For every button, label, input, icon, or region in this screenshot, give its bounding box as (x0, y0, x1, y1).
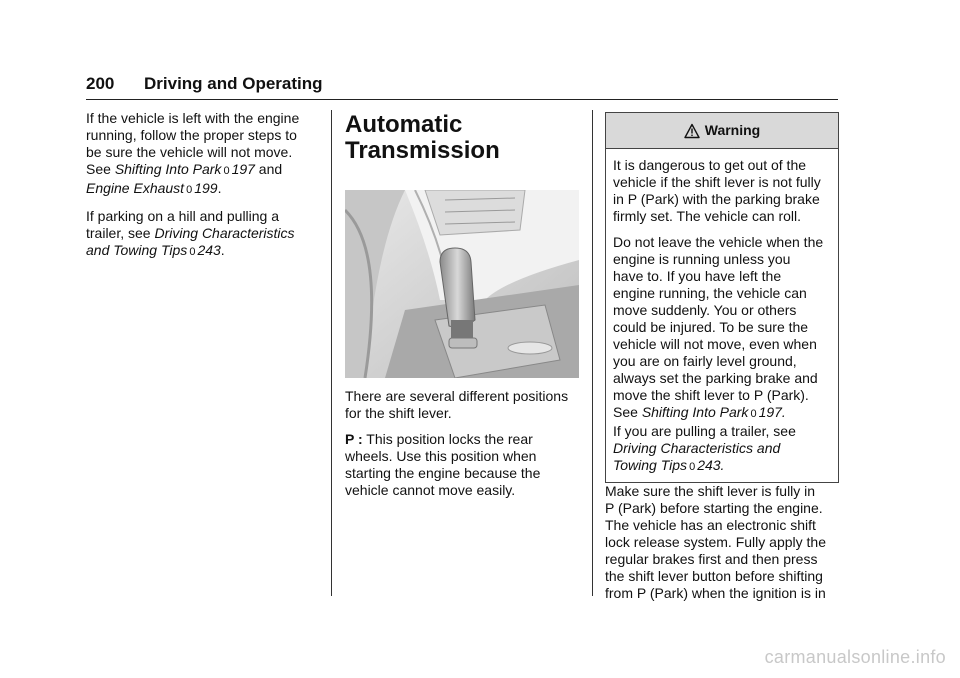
text-line: If you are pulling a trailer, see (613, 423, 796, 439)
page-ref-197[interactable]: 197 (231, 161, 255, 177)
text-line (86, 180, 318, 199)
heading-line: Automatic (345, 111, 463, 138)
warning-paragraph-1 (613, 157, 832, 225)
text-line: If the vehicle is left with the engine (86, 110, 300, 126)
text-line: engine is running unless you (613, 251, 791, 267)
warning-header (606, 113, 838, 149)
text-line (86, 225, 318, 242)
watermark: carmanualsonline.info (764, 647, 946, 667)
text-line: The vehicle has an electronic shift (605, 517, 816, 533)
page-ref-197[interactable]: 197 (758, 404, 782, 420)
text-line: wheels. Use this position when (345, 448, 537, 464)
column-divider-left (331, 110, 332, 596)
warning-box (605, 112, 839, 483)
column-divider-right (592, 110, 593, 596)
shift-lock-paragraph (605, 483, 839, 602)
page-number: 200 (86, 74, 115, 93)
column-3 (605, 112, 839, 611)
warning-paragraph-2 (613, 234, 832, 476)
text-line: you are on fairly level ground, (613, 353, 797, 369)
link-towing-tips[interactable]: Towing Tips (613, 457, 688, 473)
text-line (86, 161, 318, 180)
link-driving-characteristics[interactable]: Driving Characteristics (154, 225, 295, 241)
hill-paragraph (86, 208, 318, 261)
text-line: engine running, the vehicle can (613, 285, 807, 301)
link-shifting-into-park[interactable]: Shifting Into Park (641, 404, 749, 420)
text-line: vehicle cannot move easily. (345, 482, 516, 498)
text-line: move the shift lever to P (Park). (613, 387, 809, 403)
text-line: move suddenly. You or others (613, 302, 797, 318)
page-ref-icon: 0 (750, 408, 757, 420)
link-engine-exhaust[interactable]: Engine Exhaust (86, 180, 185, 196)
text-line (86, 242, 318, 261)
text-see: See (86, 161, 115, 177)
text-and: and (254, 161, 283, 177)
text-line: vehicle will not move, even when (613, 336, 817, 352)
page-ref-icon: 0 (223, 165, 230, 177)
column-2 (345, 110, 581, 508)
text-line (345, 431, 581, 448)
text-line: the shift lever button before shifting (605, 568, 823, 584)
shift-lever-photo (345, 190, 579, 378)
intro-paragraph (345, 388, 581, 422)
automatic-transmission-heading (345, 112, 581, 164)
text-line: Do not leave the vehicle when the (613, 234, 824, 250)
text-run: This position locks the rear (362, 431, 533, 447)
text-line: running, follow the proper steps to (86, 127, 297, 143)
text-line: be sure the vehicle will not move. (86, 144, 293, 160)
text-line: firmly set. The vehicle can roll. (613, 208, 802, 224)
text-line (613, 404, 832, 423)
text-line: vehicle if the shift lever is not fully (613, 174, 821, 190)
section-title: Driving and Operating (144, 74, 323, 93)
text-line (613, 457, 832, 476)
text-line: If parking on a hill and pulling a (86, 208, 280, 224)
park-label: P : (345, 431, 363, 447)
text-see: See (613, 404, 642, 420)
text-line: lock release system. Fully apply the (605, 534, 826, 550)
text-line: from P (Park) when the ignition is in (605, 585, 826, 601)
column-1 (86, 110, 318, 270)
text-line: starting the engine because the (345, 465, 541, 481)
text-line: always set the parking brake and (613, 370, 818, 386)
warning-title: Warning (704, 122, 761, 138)
text-line: There are several different positions (345, 388, 569, 404)
warning-triangle-icon (684, 123, 700, 139)
link-shifting-into-park[interactable]: Shifting Into Park (114, 161, 222, 177)
heading-line: Transmission (345, 137, 500, 164)
page-header (86, 70, 838, 100)
text-period: . (220, 242, 225, 258)
link-towing-tips[interactable]: and Towing Tips (86, 242, 188, 258)
link-driving-characteristics[interactable]: Driving Characteristics and (613, 440, 781, 456)
parking-paragraph (86, 110, 318, 199)
park-position-paragraph (345, 431, 581, 499)
text-line: have to. If you have left the (613, 268, 782, 284)
text-line: for the shift lever. (345, 405, 452, 421)
text-line: could be injured. To be sure the (613, 319, 809, 335)
warning-body (606, 149, 838, 482)
page-ref-199[interactable]: 199 (194, 180, 218, 196)
page-ref-icon: 0 (189, 246, 196, 258)
page-ref-icon: 0 (186, 184, 193, 196)
text-line: regular brakes first and then press (605, 551, 818, 567)
page-ref-icon: 0 (689, 461, 696, 473)
text-period: . (217, 180, 222, 196)
page-ref-243[interactable]: 243 (697, 457, 721, 473)
text-line: in P (Park) with the parking brake (613, 191, 820, 207)
text-line: P (Park) before starting the engine. (605, 500, 823, 516)
text-period: . (720, 457, 725, 473)
text-see: trailer, see (86, 225, 155, 241)
text-period: . (781, 404, 786, 420)
text-line: It is dangerous to get out of the (613, 157, 807, 173)
page-ref-243[interactable]: 243 (197, 242, 221, 258)
text-line: Make sure the shift lever is fully in (605, 483, 816, 499)
